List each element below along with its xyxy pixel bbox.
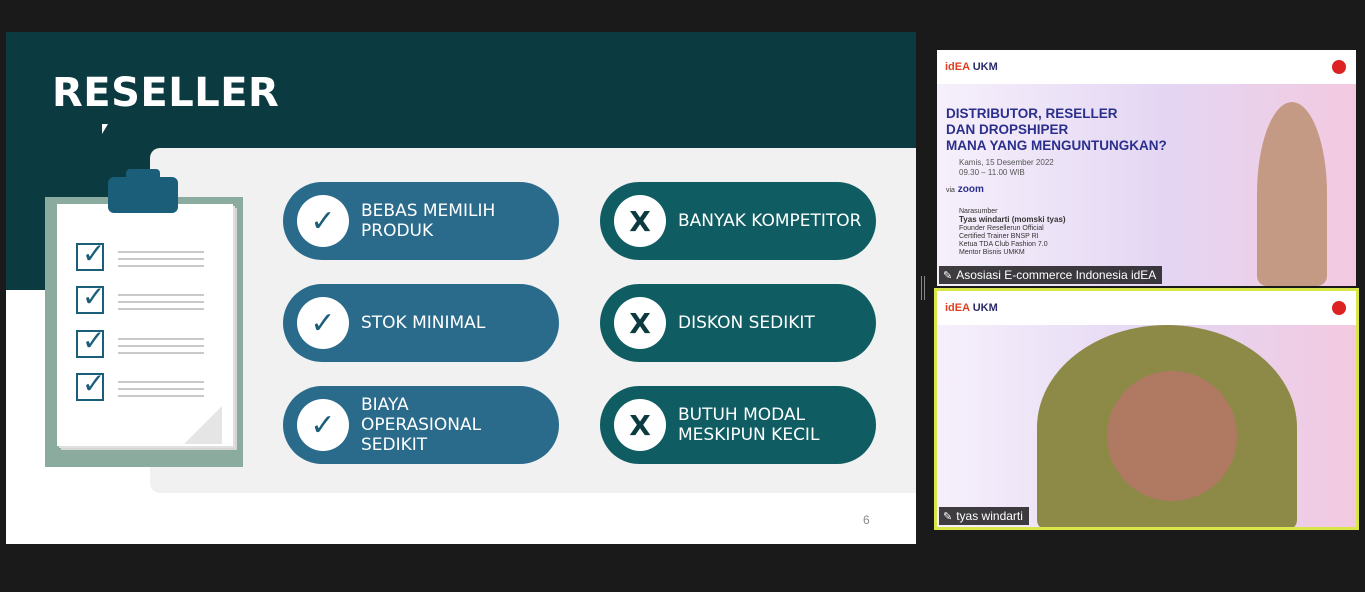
speaker-face bbox=[1107, 371, 1237, 501]
checklist-item: ✓ bbox=[76, 373, 216, 403]
clipboard-clip bbox=[108, 177, 178, 213]
con-label: DISKON SEDIKIT bbox=[678, 313, 815, 333]
participant-name-label: ✎ tyas windarti bbox=[939, 507, 1029, 525]
banner-header bbox=[937, 50, 1356, 84]
emblem-icon bbox=[1332, 60, 1346, 74]
x-icon: X bbox=[614, 297, 666, 349]
pin-icon: ✎ bbox=[943, 270, 953, 282]
panel-resize-handle[interactable] bbox=[921, 276, 925, 300]
pin-icon: ✎ bbox=[943, 511, 953, 523]
checklist-item: ✓ bbox=[76, 286, 216, 316]
pro-item bbox=[283, 284, 559, 362]
check-icon: ✓ bbox=[297, 195, 349, 247]
mouse-cursor-icon bbox=[102, 124, 108, 134]
con-label: BUTUH MODAL MESKIPUN KECIL bbox=[678, 405, 820, 445]
idea-ukm-logo: idEA UKM bbox=[945, 302, 998, 314]
video-tile-speaker[interactable] bbox=[934, 288, 1359, 530]
pro-label: STOK MINIMAL bbox=[361, 313, 486, 333]
paper-fold bbox=[184, 406, 222, 444]
webinar-datetime: Kamis, 15 Desember 2022 09.30 – 11.00 WIB bbox=[959, 158, 1054, 177]
webinar-heading: DISTRIBUTOR, RESELLER DAN DROPSHIPER MANA YANG MENGUNTUNGKAN? bbox=[946, 106, 1167, 153]
idea-ukm-logo: idEA UKM bbox=[945, 61, 998, 73]
video-tile-idea[interactable] bbox=[937, 50, 1356, 286]
checklist-item: ✓ bbox=[76, 243, 216, 273]
slide-title: RESELLER bbox=[52, 70, 280, 116]
x-icon: X bbox=[614, 399, 666, 451]
checklist-item: ✓ bbox=[76, 330, 216, 360]
con-item bbox=[600, 386, 876, 464]
x-icon: X bbox=[614, 195, 666, 247]
speaker-photo bbox=[1257, 102, 1327, 286]
pro-label: BIAYA OPERASIONAL SEDIKIT bbox=[361, 395, 482, 455]
slide-page-number: 6 bbox=[863, 513, 870, 527]
con-item bbox=[600, 284, 876, 362]
con-item bbox=[600, 182, 876, 260]
speaker-info: Narasumber Tyas windarti (momski tyas) Founder Resellerun Official Certified Trainer BNSP RI Ketua TDA Club Fashion 7.0 Mentor Bisnis UMKM bbox=[959, 208, 1066, 256]
check-icon: ✓ bbox=[297, 399, 349, 451]
pro-label: BEBAS MEMILIH PRODUK bbox=[361, 201, 496, 241]
emblem-icon bbox=[1332, 301, 1346, 315]
zoom-logo: via zoom bbox=[946, 184, 984, 195]
participant-name-label: ✎ Asosiasi E-commerce Indonesia idEA bbox=[939, 266, 1162, 284]
pro-item bbox=[283, 182, 559, 260]
check-icon: ✓ bbox=[297, 297, 349, 349]
shared-slide bbox=[6, 32, 916, 544]
banner-header bbox=[937, 291, 1356, 325]
pro-item bbox=[283, 386, 559, 464]
con-label: BANYAK KOMPETITOR bbox=[678, 211, 862, 231]
